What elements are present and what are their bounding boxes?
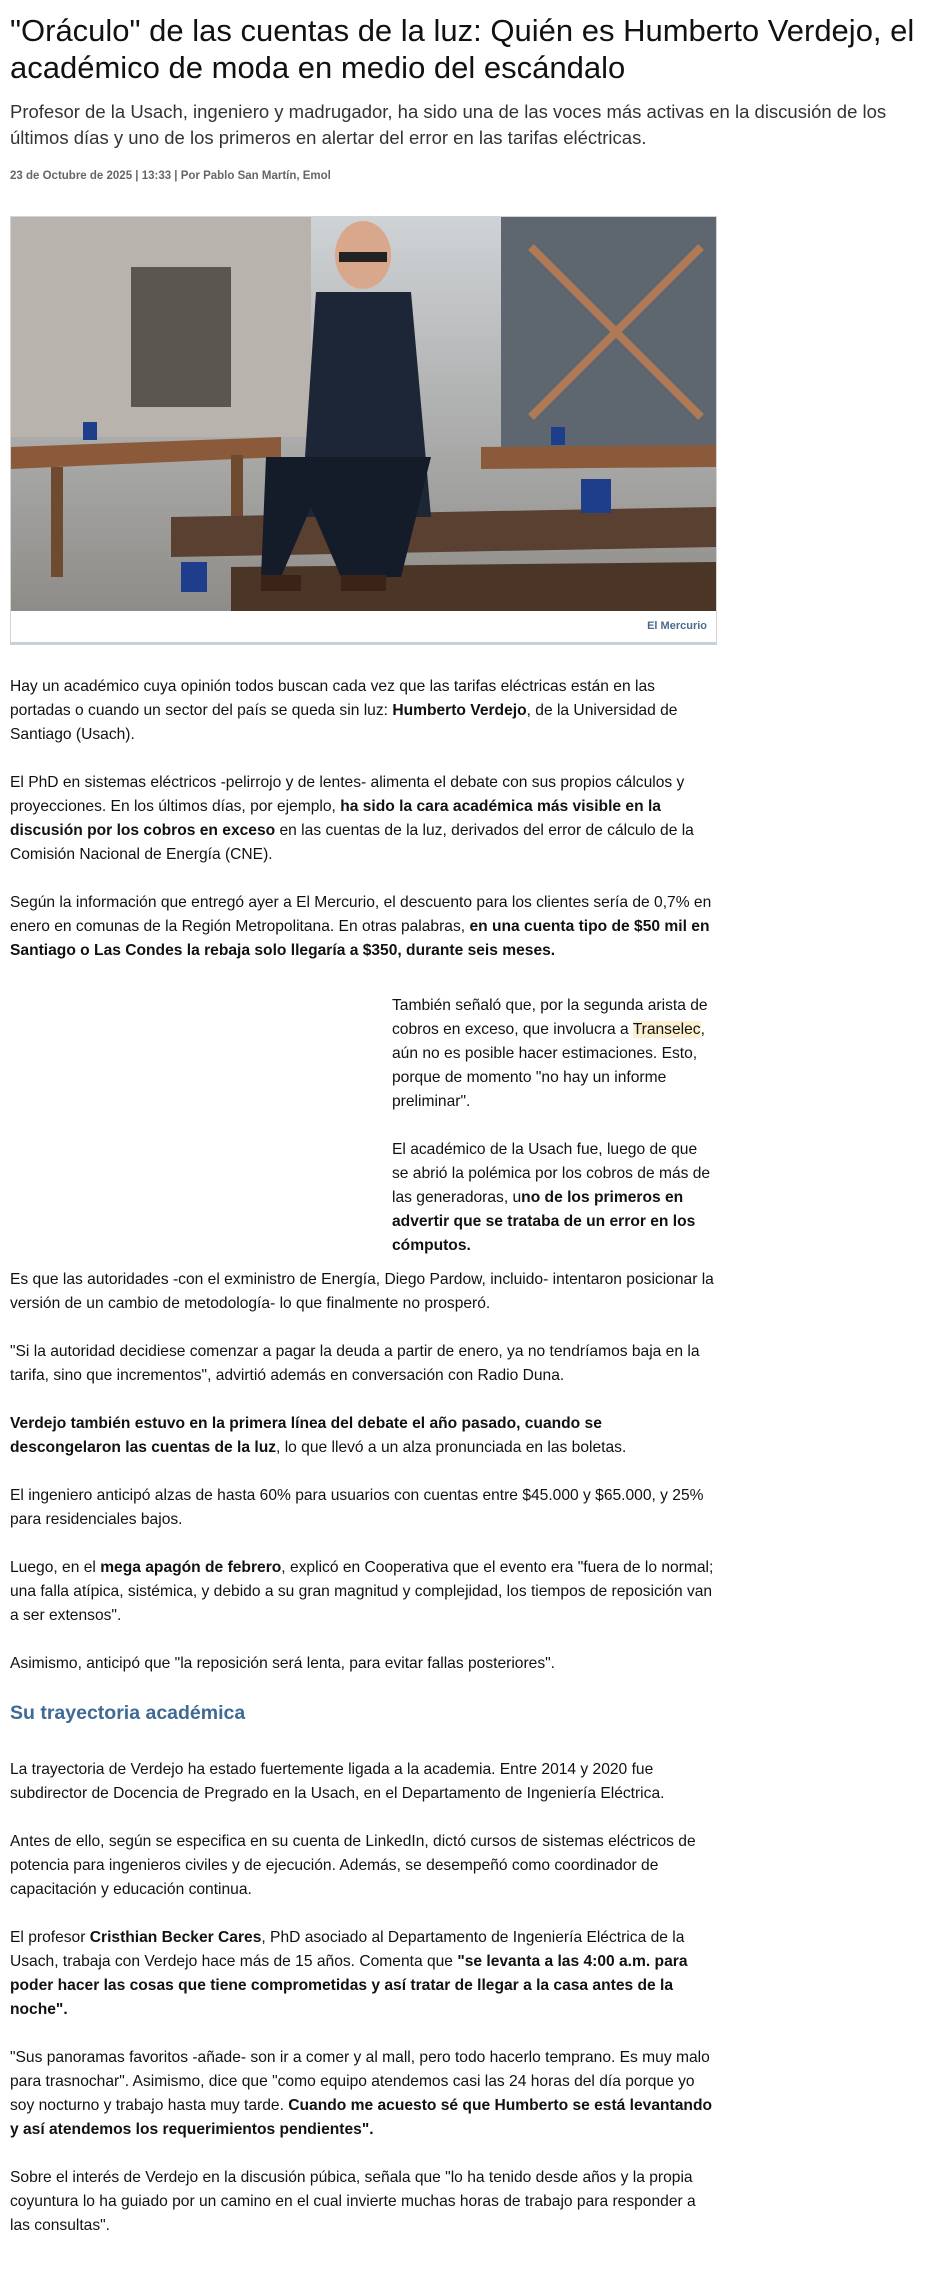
paragraph-text: La trayectoria de Verdejo ha estado fuertemente ligada a la academia. Entre 2014 y 2020 fue subdirector de Docencia de Pregrado en la Usach, en el Departamento de Ingeniería Eléctrica. <box>10 1761 665 1802</box>
paragraph-text: El ingeniero anticipó alzas de hasta 60% para usuarios con cuentas entre $45.000 y $65.000, y 25% para residenciales bajos. <box>10 1487 704 1528</box>
paragraph-13 <box>10 2046 717 2142</box>
paragraph-6 <box>10 1412 717 1460</box>
paragraph-bold: Cristhian Becker Cares <box>89 1929 262 1946</box>
paragraph-text: Sobre el interés de Verdejo en la discusión púbica, señala que "lo ha tenido desde años y la propia coyuntura lo ha guiado por un camino en el cual invierte muchas horas de trabajo para responder a las consultas". <box>10 2169 696 2234</box>
paragraph-text: El PhD en sistemas eléctricos -pelirrojo y de lentes- alimenta el debate con sus propios cálculos y proyecciones. En los últimos días, por ejemplo, <box>10 774 685 815</box>
article-body <box>10 675 717 2238</box>
photo-cup-4 <box>83 422 97 440</box>
paragraph-text: Hay un académico cuya opinión todos buscan cada vez que las tarifas eléctricas están en las portadas o cuando un sector del país se queda sin luz: <box>10 678 655 719</box>
paragraph-9 <box>10 1652 717 1676</box>
paragraph-12 <box>10 1926 717 2022</box>
photo-cup-2 <box>181 562 207 592</box>
photo-person-glasses <box>339 252 387 262</box>
image-credit: El Mercurio <box>647 620 707 632</box>
article-photo <box>11 217 716 611</box>
inset-block <box>10 994 717 1256</box>
paragraph-3 <box>10 891 717 963</box>
paragraph-text: Asimismo, anticipó que "la reposición será lenta, para evitar fallas posteriores". <box>10 1655 555 1672</box>
paragraph-bold: no de los primeros en advertir que se trataba de un error en los cómputos. <box>392 1189 696 1254</box>
paragraph-text: Es que las autoridades -con el exministro de Energía, Diego Pardow, incluido- intentaron posicionar la versión de un cambio de metodología- lo que finalmente no prosperó. <box>10 1271 714 1312</box>
inset-paragraph-1 <box>392 994 717 1114</box>
paragraph-bold: Verdejo también estuvo en la primera línea del debate el año pasado, cuando se descongelaron las cuentas de la luz <box>10 1415 602 1456</box>
section-heading: Su trayectoria académica <box>10 1702 246 1724</box>
article-subtitle: Profesor de la Usach, ingeniero y madrugador, ha sido una de las voces más activas en la discusión de los últimos días y uno de los primeros en alertar del error en las tarifas eléctricas. <box>10 101 887 148</box>
paragraph-text: El profesor <box>10 1929 90 1946</box>
paragraph-text: , explicó en Cooperativa que el evento era "fuera de lo normal; una falla atípica, sistémica, y debido a su gran magnitud y complejidad, los tiempos de reposición van a ser extensos". <box>10 1559 714 1624</box>
paragraph-text: "Sus panoramas favoritos -añade- son ir a comer y al mall, pero todo hacerlo temprano. Es muy malo para trasnochar". Asimismo, dice que "como equipo atendemos casi las 24 horas del día porque yo soy nocturno y trabajo hasta muy tarde. <box>10 2049 710 2114</box>
paragraph-bold: mega apagón de febrero <box>100 1559 282 1576</box>
paragraph-text: Antes de ello, según se especifica en su cuenta de LinkedIn, dictó cursos de sistemas eléctricos de potencia para ingenieros civiles y de ejecución. Además, se desempeñó como coordinador de capacitación y educación continua. <box>10 1833 696 1898</box>
paragraph-text: , aún no es posible hacer estimaciones. Esto, porque de momento "no hay un informe preliminar". <box>392 1021 705 1110</box>
paragraph-bold: Humberto Verdejo <box>392 702 527 719</box>
paragraph-text: en las cuentas de la luz, derivados del error de cálculo de la Comisión Nacional de Energía (CNE). <box>10 822 694 863</box>
photo-cup-1 <box>581 479 611 513</box>
article-title: "Oráculo" de las cuentas de la luz: Quién es Humberto Verdejo, el académico de moda en medio del escándalo <box>10 13 915 85</box>
paragraph-10 <box>10 1758 717 1806</box>
photo-person-shoe-right <box>341 575 386 591</box>
paragraph-bold: Cuando me acuesto sé que Humberto se está levantando y así atendemos los requerimientos pendientes". <box>10 2097 712 2138</box>
paragraph-text: , lo que llevó a un alza pronunciada en las boletas. <box>276 1439 627 1456</box>
paragraph-text: Según la información que entregó ayer a El Mercurio, el descuento para los clientes sería de 0,7% en enero en comunas de la Región Metropolitana. En otras palabras, <box>10 894 712 935</box>
paragraph-text: , PhD asociado al Departamento de Ingeniería Eléctrica de la Usach, trabaja con Verdejo hace más de 15 años. Comenta que <box>10 1929 685 1970</box>
paragraph-text: El académico de la Usach fue, luego de que se abrió la polémica por los cobros de más de las generadoras, u <box>392 1141 711 1206</box>
paragraph-8 <box>10 1556 717 1628</box>
photo-cup-3 <box>551 427 565 445</box>
paragraph-1 <box>10 675 717 747</box>
article-figure <box>10 216 717 645</box>
paragraph-bold: "se levanta a las 4:00 a.m. para poder hacer las cosas que tiene comprometidas y así tratar de llegar a la casa antes de la noche". <box>10 1953 688 2018</box>
paragraph-7 <box>10 1484 717 1532</box>
article-byline: 23 de Octubre de 2025 | 13:33 | Por Pablo San Martín, Emol <box>10 170 331 182</box>
paragraph-2 <box>10 771 717 867</box>
photo-bench-front <box>231 562 716 611</box>
paragraph-bold: en una cuenta tipo de $50 mil en Santiago o Las Condes la rebaja solo llegaría a $350, durante seis meses. <box>10 918 710 959</box>
inset-column <box>392 994 717 1282</box>
paragraph-text: También señaló que, por la segunda arista de cobros en exceso, que involucra a <box>392 997 708 1038</box>
paragraph-text: , de la Universidad de Santiago (Usach). <box>10 702 678 743</box>
photo-table-leg-left <box>51 467 63 577</box>
link-transelec[interactable]: Transelec <box>632 1021 701 1038</box>
paragraph-14 <box>10 2166 717 2238</box>
photo-table-right <box>481 445 716 469</box>
photo-person-legs <box>261 457 431 577</box>
paragraph-5 <box>10 1340 717 1388</box>
paragraph-text: Luego, en el <box>10 1559 101 1576</box>
paragraph-11 <box>10 1830 717 1902</box>
inset-paragraph-2 <box>392 1138 717 1258</box>
paragraph-bold: ha sido la cara académica más visible en la discusión por los cobros en exceso <box>10 798 661 839</box>
photo-window <box>131 267 231 407</box>
photo-person-shoe-left <box>261 575 301 591</box>
paragraph-text: "Si la autoridad decidiese comenzar a pagar la deuda a partir de enero, ya no tendríamos baja en la tarifa, sino que incrementos", advirtió además en conversación con Radio Duna. <box>10 1343 700 1384</box>
